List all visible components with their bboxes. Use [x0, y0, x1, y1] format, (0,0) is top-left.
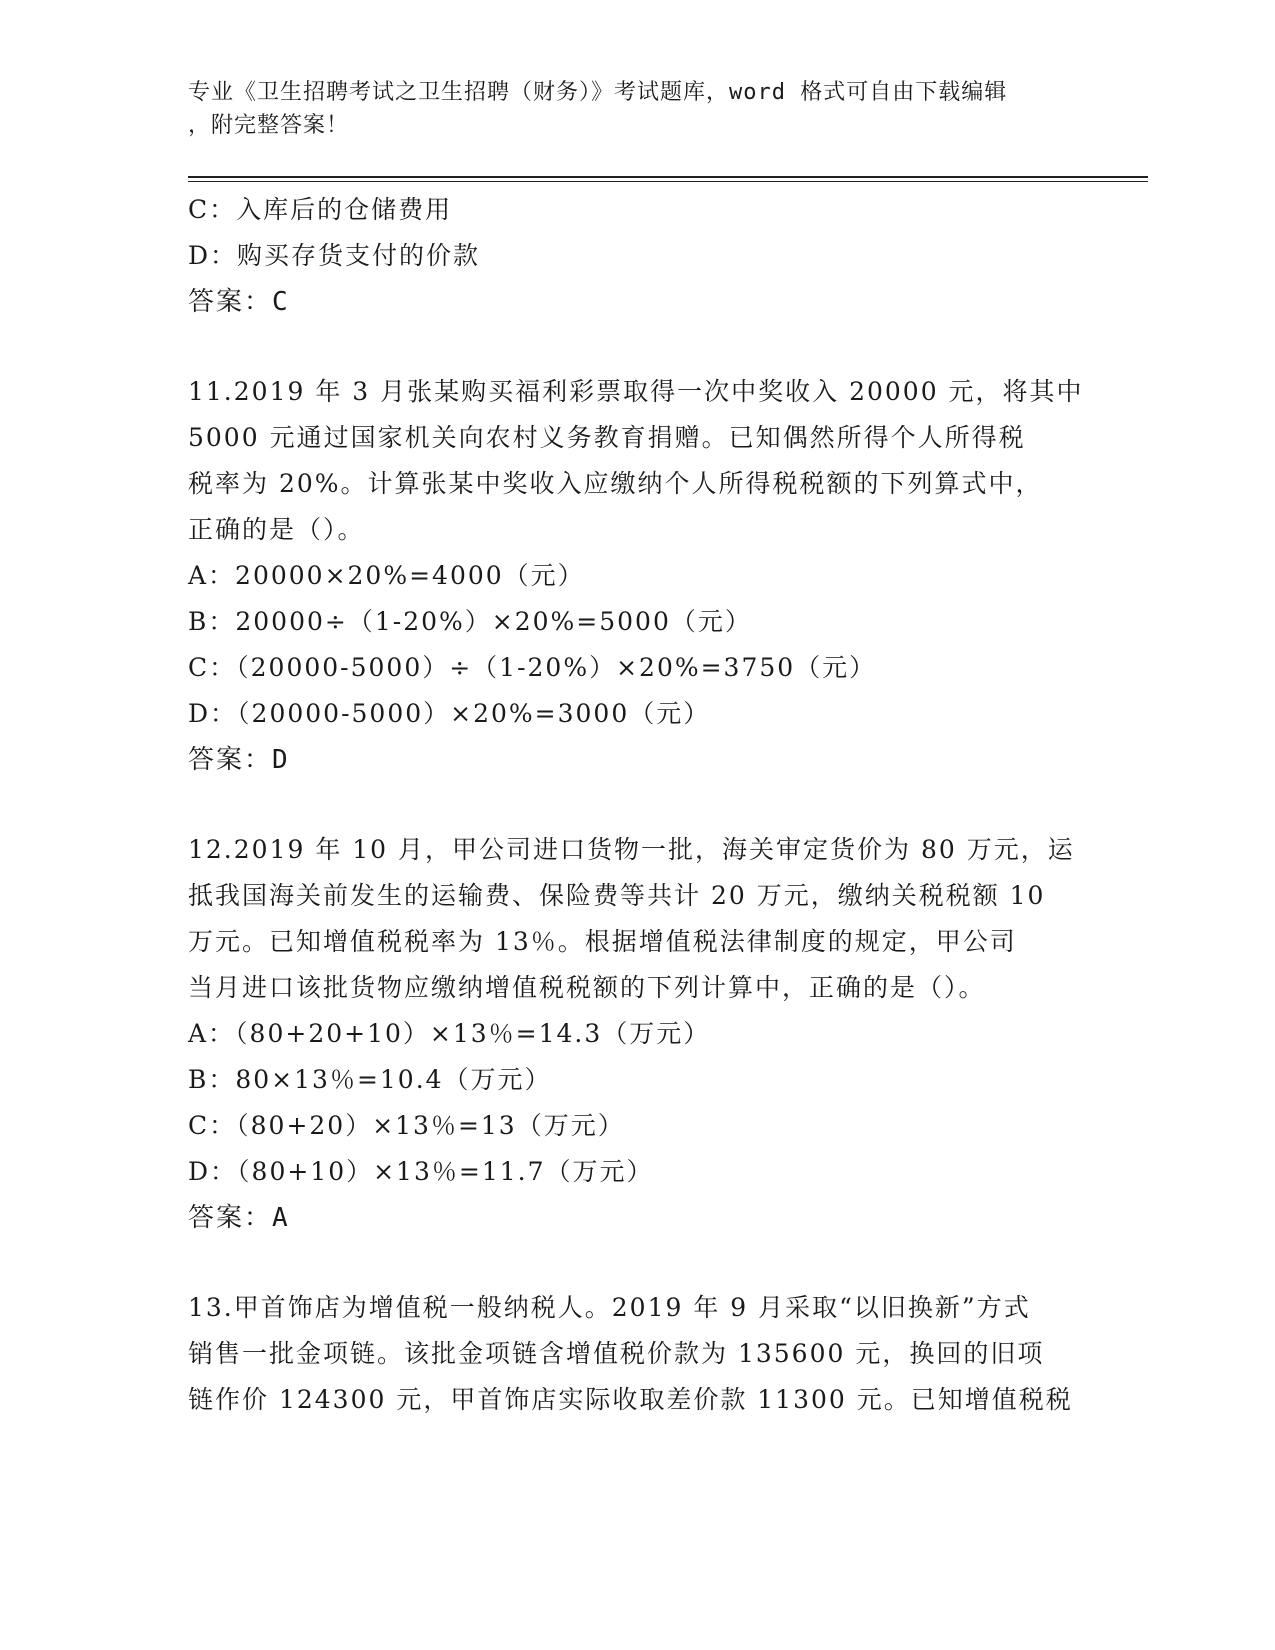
question-10-tail	[188, 187, 1088, 325]
q13-stem-line: 13.甲首饰店为增值税一般纳税人。2019 年 9 月采取“以旧换新”方式	[188, 1293, 1031, 1322]
question-12	[188, 827, 1088, 1241]
q13-stem-line: 链作价 124300 元，甲首饰店实际收取差价款 11300 元。已知增值税税	[188, 1385, 1073, 1414]
q10-answer	[188, 279, 1088, 325]
header-divider-thick	[188, 176, 1148, 178]
question-11	[188, 369, 1088, 783]
answer-value: A	[272, 1203, 290, 1233]
answer-label: 答案：	[188, 1203, 273, 1233]
q12-stem-line: 万元。已知增值税税率为 13％。根据增值税法律制度的规定，甲公司	[188, 927, 1017, 956]
q11-option-c: C：（20000-5000）÷（1-20%）×20%=3750（元）	[188, 653, 877, 682]
q12-option-d: D：（80+10）×13％=11.7（万元）	[188, 1157, 654, 1186]
q12-answer	[188, 1195, 1088, 1241]
q11-option-b: B：20000÷（1-20%）×20%=5000（元）	[188, 607, 752, 636]
header-divider-thin	[188, 181, 1148, 182]
answer-value: D	[272, 745, 290, 775]
answer-label: 答案：	[188, 287, 273, 317]
q12-option-b: B：80×13％=10.4（万元）	[188, 1065, 552, 1094]
q12-stem-line: 当月进口该批货物应缴纳增值税税额的下列计算中，正确的是（）。	[188, 973, 986, 1002]
document-header	[188, 76, 1068, 142]
header-line-2: ，附完整答案！	[188, 113, 350, 138]
q11-stem-line: 正确的是（）。	[188, 515, 365, 544]
q11-option-a: A：20000×20%=4000（元）	[188, 561, 585, 590]
q12-stem-line: 抵我国海关前发生的运输费、保险费等共计 20 万元，缴纳关税税额 10	[188, 881, 1046, 910]
q11-stem-line: 11.2019 年 3 月张某购买福利彩票取得一次中奖收入 20000 元，将其中	[188, 377, 1084, 406]
header-line-1: 专业《卫生招聘考试之卫生招聘（财务）》考试题库，word 格式可自由下载编辑	[188, 80, 1008, 105]
answer-value: C	[272, 287, 290, 317]
q11-stem-line: 5000 元通过国家机关向农村义务教育捐赠。已知偶然所得个人所得税	[188, 423, 1026, 452]
q11-answer	[188, 737, 1088, 783]
q13-stem-line: 销售一批金项链。该批金项链含增值税价款为 135600 元，换回的旧项	[188, 1339, 1045, 1368]
answer-label: 答案：	[188, 745, 273, 775]
q11-stem-line: 税率为 20%。计算张某中奖收入应缴纳个人所得税税额的下列算式中，	[188, 469, 1043, 498]
q12-stem-line: 12.2019 年 10 月，甲公司进口货物一批，海关审定货价为 80 万元，运	[188, 835, 1075, 864]
q10-option-d: D：购买存货支付的价款	[188, 241, 481, 270]
q12-option-a: A：（80+20+10）×13％=14.3（万元）	[188, 1019, 711, 1048]
q11-option-d: D：（20000-5000）×20%=3000（元）	[188, 699, 711, 728]
q12-option-c: C：（80+20）×13％=13（万元）	[188, 1111, 625, 1140]
question-13	[188, 1285, 1088, 1423]
q10-option-c: C：入库后的仓储费用	[188, 195, 453, 224]
question-content	[188, 187, 1088, 1423]
